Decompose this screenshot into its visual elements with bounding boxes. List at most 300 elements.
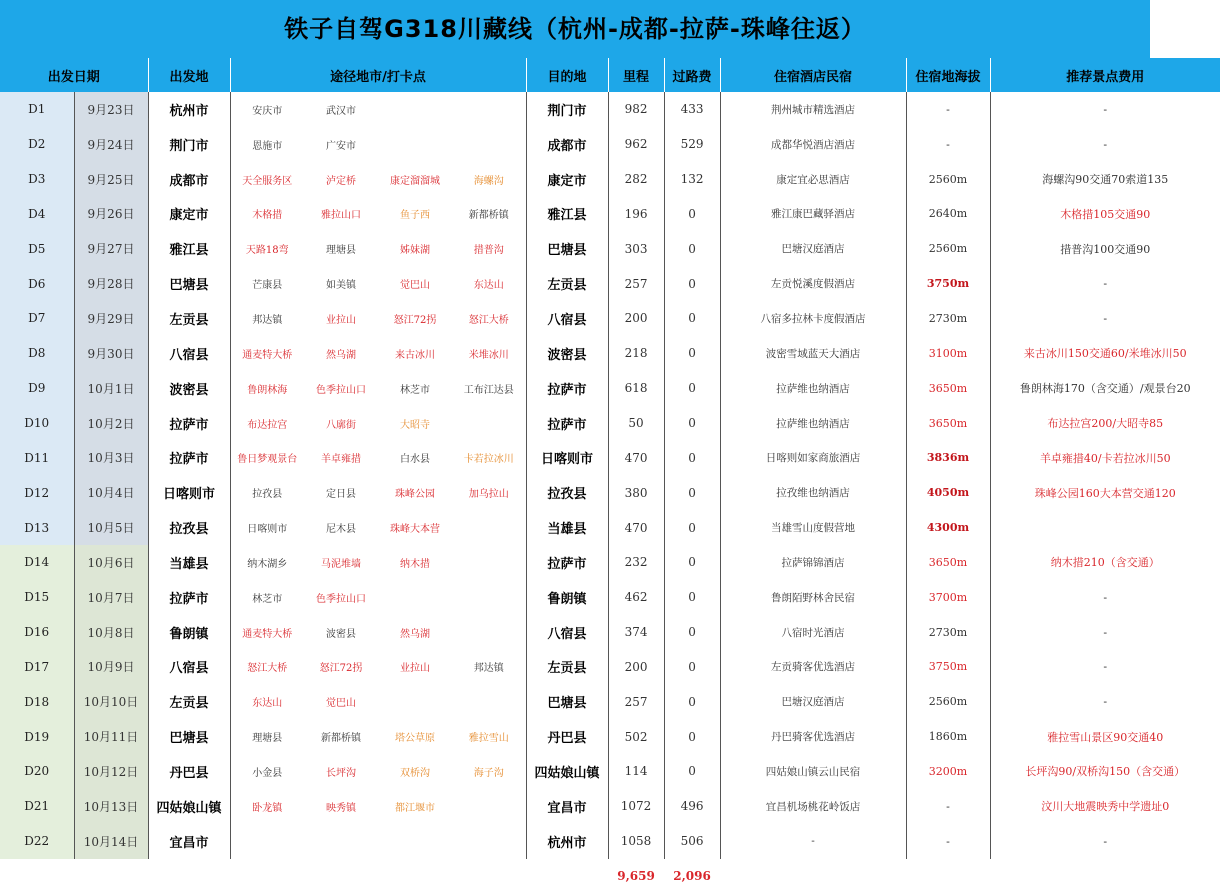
date-cell: 10月1日 [74,371,148,406]
altitude-cell: 2730m [906,301,990,336]
distance-cell: 196 [608,197,664,232]
altitude-cell: - [906,824,990,859]
toll-cell: 433 [664,92,720,127]
destination-cell: 鲁朗镇 [526,580,608,615]
hotel-cell: 成都华悦酒店酒店 [720,127,906,162]
altitude-cell: 3650m [906,545,990,580]
origin-cell: 拉萨市 [148,580,230,615]
day-cell: D22 [0,824,74,859]
waypoint-cell [304,824,378,859]
waypoint-cell [378,824,452,859]
empty-cell [720,859,906,894]
toll-cell: 0 [664,440,720,475]
destination-cell: 成都市 [526,127,608,162]
waypoint-cell: 措普沟 [452,231,526,266]
destination-cell: 巴塘县 [526,684,608,719]
waypoint-cell: 鲁朗林海 [247,384,288,396]
total-toll: 2,096 [673,868,711,883]
distance-cell: 982 [608,92,664,127]
distance-cell: 502 [608,719,664,754]
waypoint-cell: 定日县 [326,489,357,501]
altitude-cell: 3750m [906,650,990,685]
waypoint-cell: 长坪沟 [326,767,357,779]
attraction-cost-cell: 海螺沟90交通70索道135 [1042,173,1169,187]
header-toll: 过路费 [664,58,720,92]
waypoint-cell [452,580,526,615]
table-row [0,406,1220,441]
table-row [0,162,1220,197]
header-attractions: 推荐景点费用 [1066,69,1145,85]
waypoint-cell: 天路18弯 [245,245,289,257]
header-row [0,58,1220,92]
waypoint-cell [452,789,526,824]
date-cell: 9月28日 [74,266,148,301]
waypoint-cell [452,92,526,127]
waypoint-cell: 米堆冰川 [452,336,526,371]
waypoint-cell: 怒江大桥 [247,663,288,675]
date-cell: 10月3日 [74,440,148,475]
origin-cell: 左贡县 [148,301,230,336]
waypoint-cell: 新都桥镇 [452,197,526,232]
attraction-cost-cell: 雅拉雪山景区90交通40 [1047,730,1164,744]
toll-cell: 0 [664,580,720,615]
empty-cell [990,859,1220,894]
origin-cell: 左贡县 [148,684,230,719]
day-cell: D12 [0,475,74,510]
toll-cell: 0 [664,615,720,650]
hotel-cell: 四姑娘山镇云山民宿 [720,754,906,789]
toll-cell: 0 [664,650,720,685]
altitude-cell: 4050m [906,475,990,510]
attraction-cost-cell: 措普沟100交通90 [1060,242,1151,256]
empty-cell [0,859,74,894]
header-altitude: 住宿地海拔 [906,58,990,92]
toll-cell: 0 [664,301,720,336]
waypoint-cell [378,580,452,615]
waypoint-cell [452,545,526,580]
attraction-cost-cell: 来古冰川150交通60/米堆冰川50 [1023,347,1187,361]
table-row [0,545,1220,580]
attraction-cost-cell: 珠峰公园160大本营交通120 [1034,486,1176,500]
attraction-cost-cell: - [1103,590,1108,604]
toll-cell: 0 [664,510,720,545]
toll-cell: 0 [664,371,720,406]
day-cell: D21 [0,789,74,824]
origin-cell: 拉萨市 [148,440,230,475]
date-cell: 9月25日 [74,162,148,197]
origin-cell: 四姑娘山镇 [148,789,230,824]
waypoint-cell: 通麦特大桥 [242,349,293,361]
altitude-cell: 3650m [906,371,990,406]
distance-cell: 1058 [608,824,664,859]
altitude-cell: 2560m [906,684,990,719]
page-title: 铁子自驾G318川藏线（杭州-成都-拉萨-珠峰往返） [0,0,1150,58]
waypoint-cell: 马泥堆墙 [321,558,362,570]
date-cell: 9月27日 [74,231,148,266]
hotel-cell: - [720,824,906,859]
attraction-cost-cell: 纳木措210（含交通） [1050,556,1160,570]
waypoint-cell [452,127,526,162]
waypoint-cell: 姊妹湖 [400,245,431,257]
destination-cell: 八宿县 [526,615,608,650]
waypoint-cell [452,406,526,441]
header-date: 出发日期 [0,58,148,92]
waypoint-cell: 珠峰大本营 [390,524,441,536]
destination-cell: 拉萨市 [526,371,608,406]
origin-cell: 日喀则市 [148,475,230,510]
destination-cell: 拉孜县 [526,475,608,510]
origin-cell: 波密县 [148,371,230,406]
distance-cell: 962 [608,127,664,162]
altitude-cell: - [906,789,990,824]
hotel-cell: 拉萨锦锦酒店 [720,545,906,580]
hotel-cell: 八宿多拉林卡度假酒店 [720,301,906,336]
date-cell: 10月5日 [74,510,148,545]
waypoint-cell: 然乌湖 [400,628,431,640]
waypoint-cell: 林芝市 [400,384,431,396]
attraction-cost-cell: - [1103,311,1108,325]
origin-cell: 拉孜县 [148,510,230,545]
date-cell: 9月24日 [74,127,148,162]
empty-cell [526,859,608,894]
table-row [0,266,1220,301]
destination-cell: 四姑娘山镇 [526,754,608,789]
destination-cell: 左贡县 [526,650,608,685]
empty-cell [304,859,378,894]
waypoint-cell: 鱼子西 [400,210,431,222]
origin-cell: 八宿县 [148,336,230,371]
origin-cell: 巴塘县 [148,719,230,754]
attraction-cost-cell: - [1103,102,1108,116]
attraction-cost-cell: - [1103,695,1108,709]
origin-cell: 成都市 [148,162,230,197]
destination-cell: 荆门市 [526,92,608,127]
table-row [0,92,1220,127]
date-cell: 9月23日 [74,92,148,127]
waypoint-cell: 来古冰川 [395,349,436,361]
origin-cell: 巴塘县 [148,266,230,301]
waypoint-cell: 怒江大桥 [452,301,526,336]
altitude-cell: - [906,127,990,162]
waypoint-cell: 塔公草原 [395,733,436,745]
hotel-cell: 日喀则如家商旅酒店 [720,440,906,475]
attraction-cost-cell: 长坪沟90/双桥沟150（含交通） [1025,765,1186,779]
waypoint-cell: 安庆市 [252,105,283,117]
toll-cell: 496 [664,789,720,824]
date-cell: 10月6日 [74,545,148,580]
attraction-cost-cell: - [1103,277,1108,291]
date-cell: 10月4日 [74,475,148,510]
origin-cell: 八宿县 [148,650,230,685]
header-waypoints: 途径地市/打卡点 [230,58,526,92]
distance-cell: 200 [608,650,664,685]
table-row [0,719,1220,754]
waypoint-cell: 业拉山 [326,314,357,326]
day-cell: D15 [0,580,74,615]
origin-cell: 雅江县 [148,231,230,266]
day-cell: D17 [0,650,74,685]
toll-cell: 0 [664,475,720,510]
waypoint-cell: 拉孜县 [252,489,283,501]
table-row [0,684,1220,719]
table-row [0,824,1220,859]
date-cell: 10月10日 [74,684,148,719]
waypoint-cell [378,684,452,719]
waypoint-cell: 理塘县 [252,733,283,745]
origin-cell: 荆门市 [148,127,230,162]
destination-cell: 八宿县 [526,301,608,336]
waypoint-cell: 卧龙镇 [252,802,283,814]
destination-cell: 丹巴县 [526,719,608,754]
waypoint-cell: 海螺沟 [452,162,526,197]
hotel-cell: 左贡悦溪度假酒店 [720,266,906,301]
waypoint-cell: 小金县 [252,767,283,779]
waypoint-cell: 大昭寺 [400,419,431,431]
distance-cell: 282 [608,162,664,197]
waypoint-cell: 怒江72拐 [393,314,437,326]
distance-cell: 1072 [608,789,664,824]
waypoint-cell [378,92,452,127]
hotel-cell: 康定宜必思酒店 [720,162,906,197]
table-row [0,789,1220,824]
waypoint-cell: 然乌湖 [326,349,357,361]
waypoint-cell: 芒康县 [252,280,283,292]
waypoint-cell: 泸定桥 [326,175,357,187]
empty-cell [74,859,148,894]
distance-cell: 232 [608,545,664,580]
waypoint-cell: 觉巴山 [400,280,431,292]
altitude-cell: 3700m [906,580,990,615]
day-cell: D11 [0,440,74,475]
distance-cell: 218 [608,336,664,371]
waypoint-cell: 新都桥镇 [321,733,362,745]
header-distance: 里程 [608,58,664,92]
distance-cell: 114 [608,754,664,789]
origin-cell: 拉萨市 [148,406,230,441]
origin-cell: 宜昌市 [148,824,230,859]
date-cell: 10月9日 [74,650,148,685]
day-cell: D10 [0,406,74,441]
hotel-cell: 巴塘汉庭酒店 [720,684,906,719]
altitude-cell: 3200m [906,754,990,789]
waypoint-cell: 日喀则市 [247,524,288,536]
altitude-cell: 3650m [906,406,990,441]
waypoint-cell: 林芝市 [252,593,283,605]
waypoint-cell: 纳木措 [400,558,431,570]
day-cell: D8 [0,336,74,371]
attraction-cost-cell: - [1103,834,1108,848]
waypoint-cell [230,824,304,859]
attraction-cost-cell: 鲁朗林海170（含交通）/观景台20 [1019,382,1191,396]
day-cell: D2 [0,127,74,162]
waypoint-cell: 天全服务区 [242,175,293,187]
waypoint-cell: 木格措 [252,210,283,222]
altitude-cell: 2730m [906,615,990,650]
destination-cell: 日喀则市 [526,440,608,475]
date-cell: 10月2日 [74,406,148,441]
attraction-cost-cell: - [1103,660,1108,674]
waypoint-cell: 理塘县 [326,245,357,257]
waypoint-cell: 工布江达县 [452,371,526,406]
date-cell: 10月12日 [74,754,148,789]
day-cell: D5 [0,231,74,266]
altitude-cell: 3836m [906,440,990,475]
waypoint-cell [452,684,526,719]
destination-cell: 拉萨市 [526,406,608,441]
date-cell: 9月29日 [74,301,148,336]
toll-cell: 529 [664,127,720,162]
destination-cell: 当雄县 [526,510,608,545]
date-cell: 9月26日 [74,197,148,232]
day-cell: D3 [0,162,74,197]
waypoint-cell: 武汉市 [326,105,357,117]
waypoint-cell: 广安市 [326,140,357,152]
hotel-cell: 荆州城市精选酒店 [720,92,906,127]
table-row [0,650,1220,685]
destination-cell: 杭州市 [526,824,608,859]
hotel-cell: 左贡骑客优选酒店 [720,650,906,685]
table-row [0,580,1220,615]
waypoint-cell: 映秀镇 [326,802,357,814]
totals-row [0,859,1220,894]
empty-cell [230,859,304,894]
table-row [0,440,1220,475]
waypoint-cell [452,510,526,545]
day-cell: D19 [0,719,74,754]
destination-cell: 拉萨市 [526,545,608,580]
waypoint-cell: 东达山 [452,266,526,301]
attraction-cost-cell: - [1103,137,1108,151]
header-origin: 出发地 [148,58,230,92]
waypoint-cell: 怒江72拐 [319,663,363,675]
distance-cell: 462 [608,580,664,615]
altitude-cell: 3750m [906,266,990,301]
itinerary-body [0,92,1220,893]
waypoint-cell: 如美镇 [326,280,357,292]
day-cell: D13 [0,510,74,545]
hotel-cell: 雅江康巴藏驿酒店 [720,197,906,232]
waypoint-cell: 八廓街 [326,419,357,431]
day-cell: D7 [0,301,74,336]
waypoint-cell: 觉巴山 [326,698,357,710]
waypoint-cell: 卡若拉冰川 [452,440,526,475]
date-cell: 10月7日 [74,580,148,615]
waypoint-cell: 东达山 [252,698,283,710]
toll-cell: 506 [664,824,720,859]
waypoint-cell: 邦达镇 [452,650,526,685]
empty-cell [378,859,452,894]
waypoint-cell: 色季拉山口 [316,593,367,605]
origin-cell: 当雄县 [148,545,230,580]
waypoint-cell: 海子沟 [452,754,526,789]
waypoint-cell: 珠峰公园 [395,489,436,501]
hotel-cell: 波密雪域蓝天大酒店 [720,336,906,371]
hotel-cell: 拉孜维也纳酒店 [720,475,906,510]
altitude-cell: 1860m [906,719,990,754]
toll-cell: 132 [664,162,720,197]
waypoint-cell: 都江堰市 [395,802,436,814]
table-row [0,615,1220,650]
table-row [0,754,1220,789]
waypoint-cell: 白水县 [400,454,431,466]
date-cell: 10月14日 [74,824,148,859]
hotel-cell: 丹巴骑客优选酒店 [720,719,906,754]
toll-cell: 0 [664,231,720,266]
attraction-cost-cell: 布达拉宫200/大昭寺85 [1047,417,1164,431]
origin-cell: 鲁朗镇 [148,615,230,650]
waypoint-cell [378,127,452,162]
altitude-cell: 3100m [906,336,990,371]
toll-cell: 0 [664,266,720,301]
toll-cell: 0 [664,545,720,580]
altitude-cell: 2640m [906,197,990,232]
day-cell: D14 [0,545,74,580]
waypoint-cell: 邦达镇 [252,314,283,326]
destination-cell: 宜昌市 [526,789,608,824]
table-row [0,510,1220,545]
hotel-cell: 拉萨维也纳酒店 [720,406,906,441]
altitude-cell: 4300m [906,510,990,545]
distance-cell: 618 [608,371,664,406]
attraction-cost-cell: - [1103,625,1108,639]
waypoint-cell: 双桥沟 [400,767,431,779]
waypoint-cell: 色季拉山口 [316,384,367,396]
date-cell: 10月11日 [74,719,148,754]
empty-cell [452,859,526,894]
table-row [0,475,1220,510]
distance-cell: 380 [608,475,664,510]
waypoint-cell: 通麦特大桥 [242,628,293,640]
hotel-cell: 宜昌机场桃花岭饭店 [720,789,906,824]
day-cell: D9 [0,371,74,406]
destination-cell: 巴塘县 [526,231,608,266]
waypoint-cell: 恩施市 [252,140,283,152]
header-destination: 目的地 [526,58,608,92]
distance-cell: 257 [608,266,664,301]
altitude-cell: 2560m [906,162,990,197]
altitude-cell: 2560m [906,231,990,266]
hotel-cell: 巴塘汉庭酒店 [720,231,906,266]
hotel-cell: 鲁朗陌野林舍民宿 [720,580,906,615]
toll-cell: 0 [664,336,720,371]
day-cell: D16 [0,615,74,650]
date-cell: 10月13日 [74,789,148,824]
distance-cell: 50 [608,406,664,441]
attraction-cost-cell: 羊卓雍措40/卡若拉冰川50 [1039,451,1171,465]
waypoint-cell [452,615,526,650]
total-distance: 9,659 [617,868,655,883]
altitude-cell: - [906,92,990,127]
distance-cell: 470 [608,510,664,545]
waypoint-cell: 业拉山 [400,663,431,675]
waypoint-cell: 纳木湖乡 [247,558,288,570]
origin-cell: 杭州市 [148,92,230,127]
table-row [0,127,1220,162]
destination-cell: 康定市 [526,162,608,197]
destination-cell: 雅江县 [526,197,608,232]
waypoint-cell: 加乌拉山 [452,475,526,510]
date-cell: 9月30日 [74,336,148,371]
waypoint-cell: 波密县 [326,628,357,640]
table-row [0,301,1220,336]
distance-cell: 470 [608,440,664,475]
distance-cell: 303 [608,231,664,266]
hotel-cell: 八宿时光酒店 [720,615,906,650]
hotel-cell: 拉萨维也纳酒店 [720,371,906,406]
table-row [0,336,1220,371]
attraction-cost-cell: 木格措105交通90 [1060,207,1151,221]
toll-cell: 0 [664,719,720,754]
